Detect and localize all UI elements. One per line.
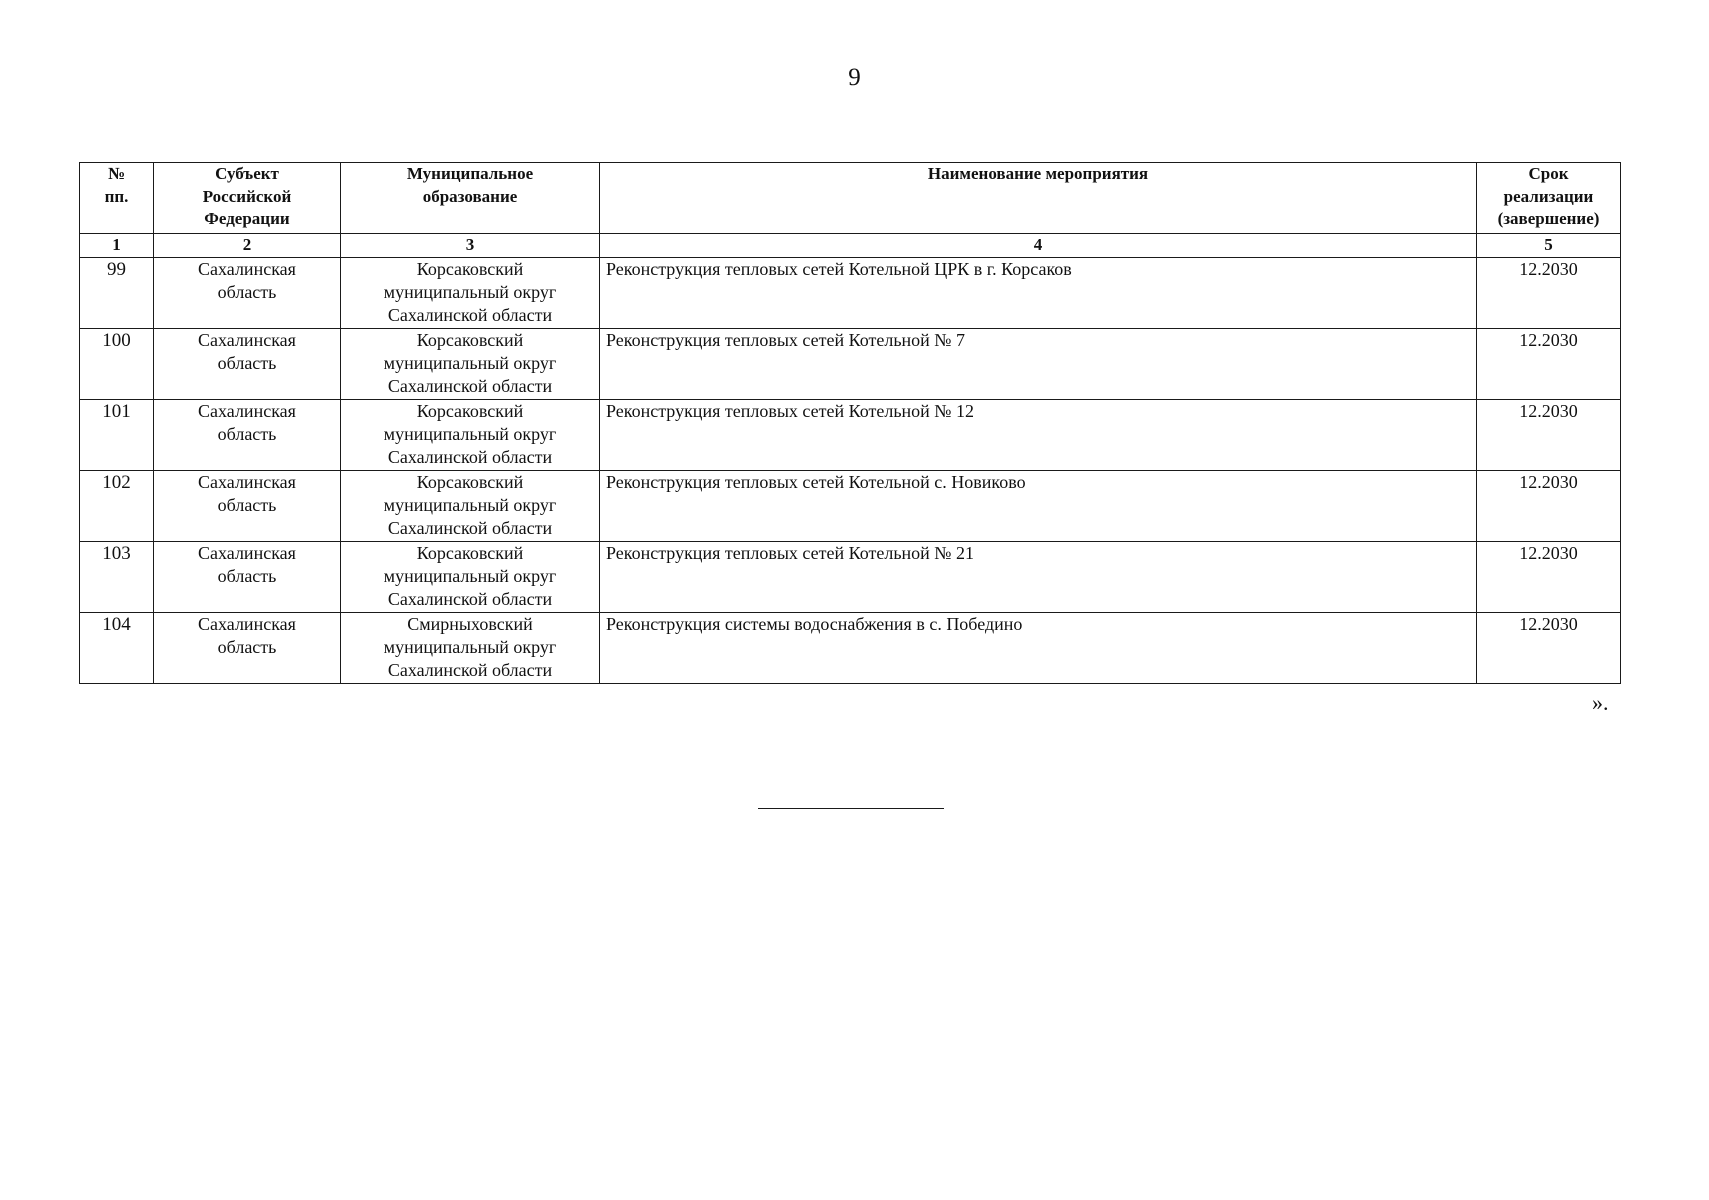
municipality-line: Корсаковский <box>416 542 524 563</box>
column-number: 4 <box>600 234 1477 258</box>
municipality-line: Сахалинской области <box>387 588 553 609</box>
term-cell: 12.2030 <box>1477 470 1621 541</box>
subject-line: область <box>217 494 277 515</box>
measure-name-cell: Реконструкция тепловых сетей Котельной с. Новиково <box>600 470 1477 541</box>
term-cell: 12.2030 <box>1477 257 1621 328</box>
header-line: образование <box>422 186 518 206</box>
table-row <box>80 328 1621 399</box>
header-line: Субъект <box>215 164 279 183</box>
subject-line: область <box>217 636 277 657</box>
municipality-line: Сахалинской области <box>387 517 553 538</box>
municipality-line: Корсаковский <box>416 329 524 350</box>
subject-line: Сахалинская <box>198 329 296 350</box>
header-line: Российской <box>202 186 292 206</box>
term-cell: 12.2030 <box>1477 612 1621 683</box>
term-cell: 12.2030 <box>1477 541 1621 612</box>
header-cell-municipality <box>341 163 600 234</box>
municipality-cell <box>341 257 600 328</box>
municipality-cell <box>341 470 600 541</box>
column-number: 2 <box>154 234 341 258</box>
header-cell-subject <box>154 163 341 234</box>
municipality-cell <box>341 612 600 683</box>
column-number-row <box>80 234 1621 258</box>
column-number: 5 <box>1477 234 1621 258</box>
municipality-line: Корсаковский <box>416 471 524 492</box>
municipality-line: Сахалинской области <box>387 375 553 396</box>
municipality-cell <box>341 328 600 399</box>
municipality-line: муниципальный округ <box>383 636 557 657</box>
measure-name-cell: Реконструкция тепловых сетей Котельной № 7 <box>600 328 1477 399</box>
row-number: 102 <box>80 470 154 541</box>
header-row <box>80 163 1621 234</box>
municipality-line: Сахалинской области <box>387 304 553 325</box>
subject-cell <box>154 470 341 541</box>
table-row <box>80 470 1621 541</box>
table-row <box>80 612 1621 683</box>
subject-cell <box>154 399 341 470</box>
term-cell: 12.2030 <box>1477 399 1621 470</box>
table-row <box>80 257 1621 328</box>
row-number: 101 <box>80 399 154 470</box>
header-line: Муниципальное <box>406 164 534 183</box>
header-line: Наименование мероприятия <box>927 164 1149 183</box>
municipality-line: Сахалинской области <box>387 446 553 467</box>
municipality-line: муниципальный округ <box>383 352 557 373</box>
header-line: реализации <box>1503 186 1594 206</box>
end-rule-line <box>758 808 944 809</box>
subject-cell <box>154 541 341 612</box>
table-body <box>80 257 1621 683</box>
row-number: 99 <box>80 257 154 328</box>
subject-line: область <box>217 423 277 444</box>
header-line: пп. <box>104 186 129 206</box>
measure-name-cell: Реконструкция тепловых сетей Котельной № 21 <box>600 541 1477 612</box>
measure-name-cell: Реконструкция тепловых сетей Котельной ЦРК в г. Корсаков <box>600 257 1477 328</box>
closing-quote: ». <box>1592 690 1609 715</box>
municipality-line: муниципальный округ <box>383 423 557 444</box>
subject-line: область <box>217 565 277 586</box>
table-header <box>80 163 1621 258</box>
subject-line: Сахалинская <box>198 258 296 279</box>
row-number: 103 <box>80 541 154 612</box>
column-number: 1 <box>80 234 154 258</box>
municipality-line: муниципальный округ <box>383 565 557 586</box>
header-cell-number <box>80 163 154 234</box>
subject-line: Сахалинская <box>198 400 296 421</box>
header-line: (завершение) <box>1497 209 1600 228</box>
table-row <box>80 399 1621 470</box>
subject-line: область <box>217 352 277 373</box>
municipality-line: муниципальный округ <box>383 281 557 302</box>
subject-cell <box>154 612 341 683</box>
header-cell-term <box>1477 163 1621 234</box>
municipality-line: Сахалинской области <box>387 659 553 680</box>
municipality-line: Корсаковский <box>416 400 524 421</box>
subject-line: Сахалинская <box>198 542 296 563</box>
municipality-line: муниципальный округ <box>383 494 557 515</box>
subject-line: Сахалинская <box>198 471 296 492</box>
municipality-line: Смирныховский <box>407 613 533 634</box>
subject-line: Сахалинская <box>198 613 296 634</box>
column-number: 3 <box>341 234 600 258</box>
measure-name-cell: Реконструкция системы водоснабжения в с. Победино <box>600 612 1477 683</box>
subject-cell <box>154 328 341 399</box>
header-line: № <box>107 164 126 183</box>
measures-table <box>79 162 1621 684</box>
subject-cell <box>154 257 341 328</box>
table-row <box>80 541 1621 612</box>
subject-line: область <box>217 281 277 302</box>
municipality-cell <box>341 541 600 612</box>
page-number: 9 <box>848 64 861 91</box>
header-cell-measure-name <box>600 163 1477 234</box>
municipality-line: Корсаковский <box>416 258 524 279</box>
row-number: 104 <box>80 612 154 683</box>
header-line: Срок <box>1528 164 1569 183</box>
header-line: Федерации <box>204 209 290 228</box>
term-cell: 12.2030 <box>1477 328 1621 399</box>
measure-name-cell: Реконструкция тепловых сетей Котельной № 12 <box>600 399 1477 470</box>
row-number: 100 <box>80 328 154 399</box>
municipality-cell <box>341 399 600 470</box>
